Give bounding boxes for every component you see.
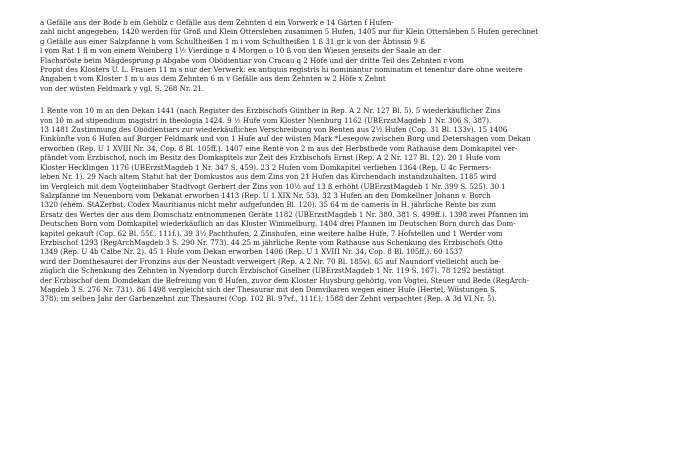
legend-line: Propst des Klosters U. L. Frauen 11 m s nur der Verwerk: ex antiquis registris hi nominantur nominatim et tenentur dare ohne weitere [40, 65, 523, 75]
note-line: leben Nr. 1). 29 Nach altem Statut hat der Domkustos aus dem Zins von 21 Hufen das Kirchendach instandzuhalten. 1185 wird [40, 172, 497, 182]
note-line: im Vergleich mit dem Vogteiinhaber Stadtvogt Gerbert der Zins von 10½ auf 13 ß erhöht (UBErzstMagdeb 1 Nr. 399 S. 525). 30 1 [40, 181, 506, 191]
note-line: Magdeb 3 S. 276 Nr. 731). 86 1498 vergleicht sich der Thesaurar mit den Domvikaren wegen einer Hufe (Hertel, Wüstungen S. [40, 284, 497, 294]
legend-line: l vom Rat 1 fl m von einem Weinberg 1½ Vierdinge n 4 Morgen o 10 ß von den Wiesen jenseits der Saale an der [40, 46, 441, 56]
note-line: der Erzbischof dem Domdekan die Befreiung von 8 Hufen, zuvor dem Kloster Huysburg gehörig, von Vogtei, Steuer und Bede (RegArch- [40, 275, 529, 285]
note-line: Kloster Hecklingen 1176 (UBErzstMagdeb 1 Nr. 347 S. 459). 23 2 Hufen vom Domkapitel verliehen 1364 (Rep. U 4c Fermers- [40, 162, 492, 172]
legend-line: Flachsröste beim Mägdesprung p Abgabe vom Obödientiar von Cracau q 2 Höfe und der dritte Teil des Zehnten r vom [40, 55, 464, 65]
legend-footnotes [40, 18, 660, 93]
note-line: 1320 (ehem. StAZerbst, Codex Mauritianus nicht mehr aufgefunden Bl. 120). 35 64 m de cameris in H. jährliche Rente bis zum [40, 200, 496, 210]
note-line: 1 Rente von 10 m an den Dekan 1441 (nach Register des Erzbischofs Günther in Rep. A 2 Nr. 127 Bl. 5). 5 wiederkäuflicher Zins [40, 106, 501, 116]
legend-line: von der wüsten Feldmark y vgl. S. 268 Nr. 21. [40, 83, 205, 93]
note-line: züglich die Schenkung des Zehnten in Nyendorp durch Erzbischof Giselher (UBErzstMagdeb 1 Nr. 119 S. 167). 78 1292 bestätigt [40, 266, 505, 276]
note-line: Ersatz des Wertes der aus dem Domschatz entnommenen Geräte 1182 (UBErzstMagdeb 1 Nr. 380, 381 S. 499ff.). 1398 zwei Pfannen im [40, 209, 529, 219]
note-line: 1349 (Rep. U 4b Calbe Nr. 2). 45 1 Hufe vom Dekan erworben 1406 (Rep. U 1 XVIII Nr. 34, Cop. 8 Bl. 105ff.). 60 1537 [40, 247, 463, 257]
note-line: wird der Domthesaurei der Fronzins aus der Neustadt verweigert (Rep. A 2 Nr. 70 Bl. 185v). 65 auf Naundorf vielleicht auch be- [40, 256, 501, 266]
note-line: pfändet vom Erzbischof, noch im Besitz des Domkapitels zur Zeit des Erzbischofs Ernst (Rep. A 2 Nr. 127 Bl. 12). 20 1 Hufe vom [40, 153, 501, 163]
numbered-notes [40, 106, 660, 304]
note-line: Einkünfte von 6 Hufen auf Burger Feldmark und von 1 Hufe auf der wüsten Mark *Lesegow zwischen Burg und Detershagen vom Dekan [40, 134, 531, 144]
note-line: Erzbischof 1293 (RegArchMagdeb 3 S. 290 Nr. 773). 44 25 m jährliche Rente vom Rathause aus Schenkung des Erzbischofs Otto [40, 237, 503, 247]
note-line: 13 1481 Zustimmung des Obödientiars zur wiederkäuflichen Verschreibung von Renten aus 2½ Hufen (Cop. 31 Bl. 133v). 15 1406 [40, 125, 508, 135]
note-line: Salzpfanne im Neuenborn vom Dekanat erworben 1413 (Rep. U 1 XIX Nr. 53). 32 3 Hufen an den Domkellner Johann v. Borch [40, 190, 491, 200]
legend-line: zahl nicht angegeben; 1420 werden für Groß und Klein Ottersleben zusammen 5 Hufen, 1405 nur für Klein Ottersleben 5 Hufen gerechnet [40, 27, 539, 37]
note-line: Deutschen Born vom Domkapitel wiederkäuflich an das Kloster Wimmelburg, 1404 drei Pfannen im Deutschen Born durch das Dom- [40, 219, 516, 229]
legend-line: Angaben t vom Kloster 1 m u aus dem Zehnten 6 m v Gefälle aus dem Zehnten w 2 Höfe x Zehnt [40, 74, 386, 84]
note-line: von 10 m ad stipendium magistri in theologia 1424. 9 ½ Hufe vom Kloster Nienburg 1162 (UBErzstMagdeb 1 Nr. 306 S. 387). [40, 115, 492, 125]
legend-line: g Gefälle aus einer Salzpfanne h vom Schultheißen 1 m i vom Schultheißen 1 ß 31 gr k von der Äbtissin 9 ß [40, 36, 425, 46]
note-line: 378); im selben Jahr der Garbenzehnt zur Thesaurei (Cop. 102 Bl. 97vf., 111f.); 1588 der Zehnt verpachtet (Rep. A 3d VI Nr. 5). [40, 294, 497, 304]
legend-line: a Gefälle aus der Bode b ein Gehölz c Gefälle aus dem Zehnten d ein Vorwerk e 14 Gärten f Hufen- [40, 18, 394, 27]
note-line: kapitel gekauft (Cop. 62 Bl. 55f., 111f.). 39 3½ Pachthufen, 2 Zinshufen, eine weitere halbe Hufe, 7 Hofstellen und 1 Werder vom [40, 228, 503, 238]
note-line: erworben (Rep. U 1 XVIII Nr. 34, Cop. 8 Bl. 105ff.). 1407 eine Rente von 2 m aus der Herbstbede vom Rathause dem Domkapitel ver- [40, 143, 518, 153]
